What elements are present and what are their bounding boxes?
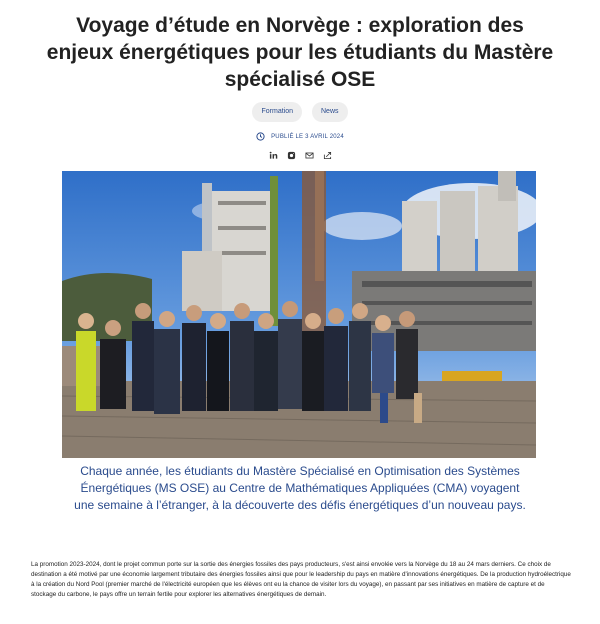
tag-formation[interactable]: Formation [252, 102, 302, 122]
publish-date [0, 132, 600, 141]
article-body: La promotion 2023-2024, dont le projet commun porte sur la sortie des énergies fossiles des pays producteurs, s'est ainsi envolée vers la Norvège du 18 au 24 mars derniers. Ce choix de destination a été motivé par une économie largement tributaire des énergies fossiles ainsi que pour le leadership du pays en matière d'innovations énergétiques. De la production hydroélectrique à la création du Nord Pool (premier marché de l'électricité européen que les élèves ont eu la chance de visiter lors du voyage), en passant par ses initiatives en matière de capture et de stockage du carbone, le pays offre un terrain fertile pour explorer les alternatives énergétiques de demain. [31, 561, 571, 598]
instagram-icon[interactable] [287, 151, 296, 160]
article-lead: Chaque année, les étudiants du Mastère Spécialisé en Optimisation des Systèmes Énergétiques (MS OSE) au Centre de Mathématiques Appliquées (CMA) voyagent une semaine à l’étranger, à la découverte des défis énergétiques d’un nouveau pays. [74, 464, 526, 512]
article-title: Voyage d’étude en Norvège : exploration des enjeux énergétiques pour les étudiants du Mastère spécialisé OSE [46, 14, 554, 91]
publish-date-text: PUBLIÉ LE 3 AVRIL 2024 [271, 133, 344, 140]
group-photo-image [62, 171, 536, 458]
tag-news[interactable]: News [312, 102, 348, 122]
clock-icon [256, 132, 265, 141]
share-icon[interactable] [323, 151, 332, 160]
linkedin-icon[interactable] [269, 151, 278, 160]
hero-photo [62, 171, 536, 458]
tag-list [0, 102, 600, 122]
email-icon[interactable] [305, 151, 314, 160]
share-bar [0, 151, 600, 160]
